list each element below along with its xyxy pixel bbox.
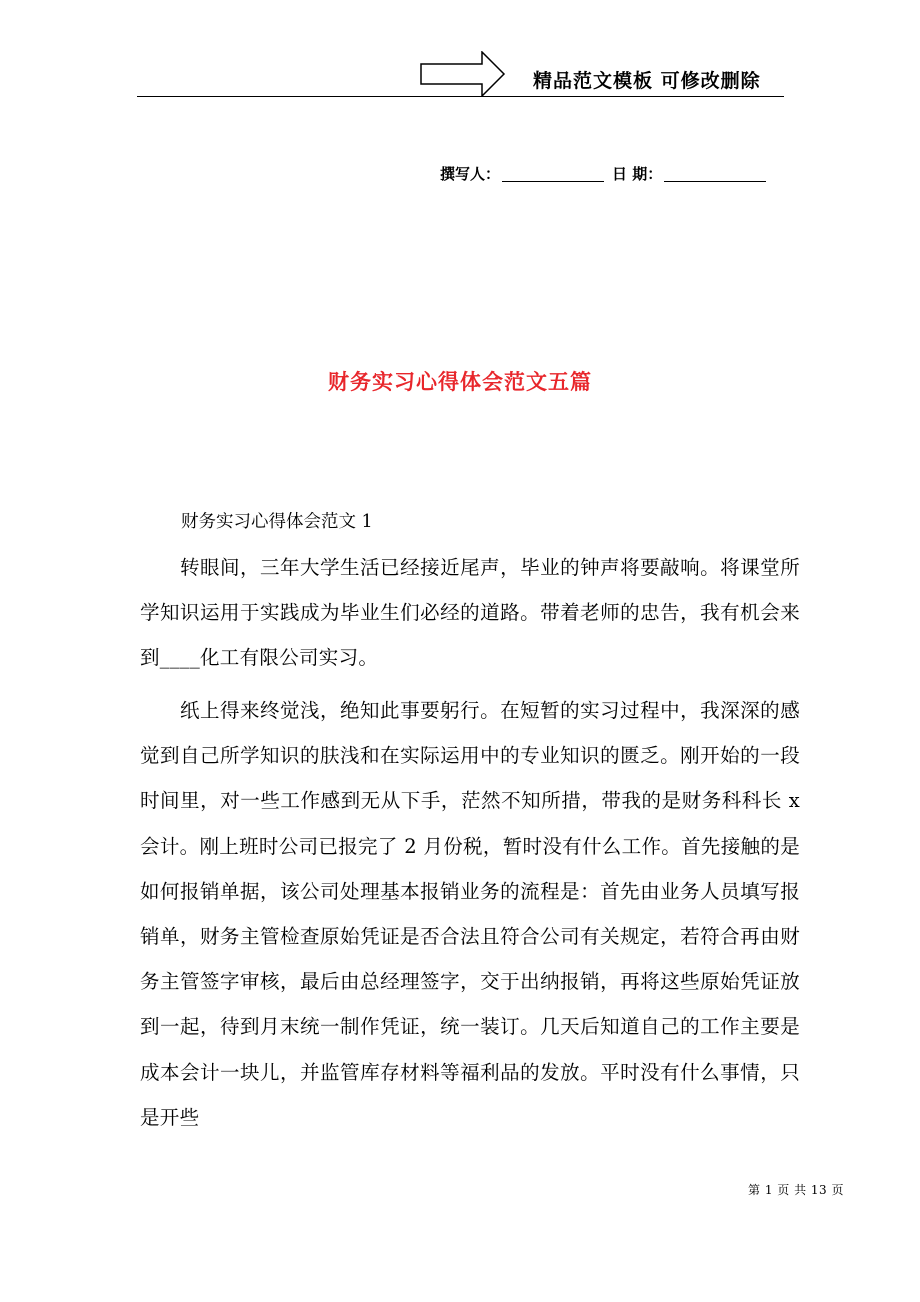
section-subtitle: 财务实习心得体会范文 1 [181,512,373,532]
date-label: 日 期： [612,165,663,183]
meta-line [440,163,768,184]
author-label: 撰写人： [440,165,501,183]
document-title: 财务实习心得体会范文五篇 [328,370,592,394]
header-rule [137,96,784,97]
author-blank [502,165,604,182]
paragraph-2: 纸上得来终觉浅，绝知此事要躬行。在短暂的实习过程中，我深深的感觉到自己所学知识的肤浅和在实际运用中的专业知识的匮乏。刚开始的一段时间里，对一些工作感到无从下手，茫然不知所措，带我的是财务科科长 x 会计。刚上班时公司已报完了 2 月份税，暂时没有什么工作。首先接触的是如何报销单据，该公司处理基本报销业务的流程是：首先由业务人员填写报销单，财务主管检查原始凭证是否合法且符合公司有关规定，若符合再由财务主管签字审核，最后由总经理签字，交于出纳报销，再将这些原始凭证放到一起，待到月末统一制作凭证，统一装订。几天后知道自己的工作主要是成本会计一块儿，并监管库存材料等福利品的发放。平时没有什么事情，只是开些 [140,699,800,1129]
header-label: 精品范文模板 可修改删除 [533,70,761,92]
header-arrow-icon [420,51,506,97]
page-number: 第 1 页 共 13 页 [748,1183,844,1197]
date-blank [664,165,766,182]
paragraph-1: 转眼间，三年大学生活已经接近尾声，毕业的钟声将要敲响。将课堂所学知识运用于实践成为毕业生们必经的道路。带着老师的忠告，我有机会来到____化工有限公司实习。 [140,556,800,670]
